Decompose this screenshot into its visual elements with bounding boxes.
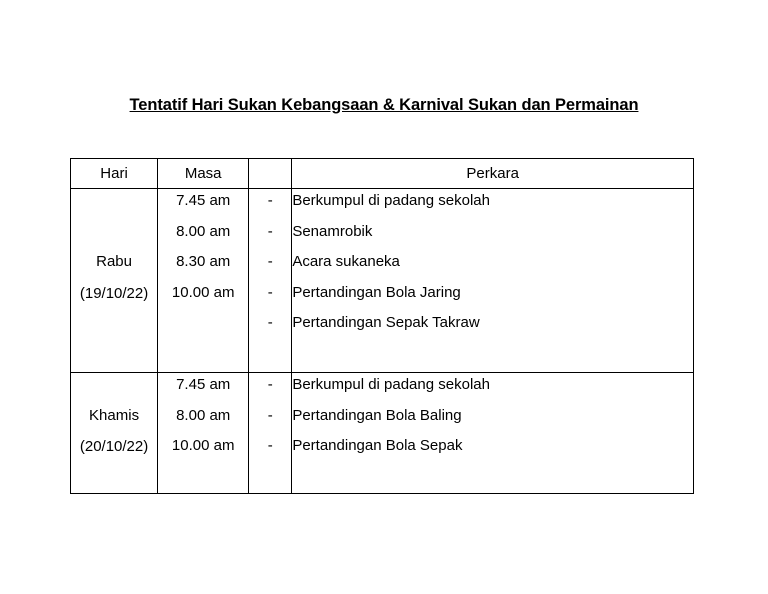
activity-cell (292, 373, 694, 494)
activity-item: Acara sukaneka (292, 253, 400, 270)
time-item: 8.30 am (176, 253, 231, 270)
dash-item: - (267, 253, 273, 270)
day-name: Rabu (96, 253, 132, 270)
time-cell (158, 373, 249, 494)
dash-item: - (267, 376, 273, 393)
time-item: 7.45 am (176, 376, 231, 393)
day-cell (71, 189, 158, 373)
dash-item: - (267, 406, 273, 424)
time-item: 7.45 am (176, 192, 231, 209)
header-dash (249, 159, 292, 189)
dash-cell (249, 189, 292, 373)
time-item: 8.00 am (176, 222, 231, 240)
dash-item: - (267, 283, 273, 301)
time-item: 10.00 am (171, 283, 235, 301)
header-hari: Hari (71, 159, 158, 189)
day-name: Khamis (89, 406, 140, 424)
table-row (71, 373, 694, 494)
activity-item: Berkumpul di padang sekolah (292, 192, 490, 209)
activity-item: Pertandingan Bola Jaring (292, 283, 461, 301)
time-item: 10.00 am (171, 437, 235, 454)
header-masa: Masa (158, 159, 249, 189)
schedule-table (70, 158, 694, 494)
activity-cell (292, 189, 694, 373)
day-cell (71, 373, 158, 494)
day-date: (19/10/22) (79, 284, 149, 302)
dash-cell (249, 373, 292, 494)
dash-item: - (267, 192, 273, 209)
activity-item: Pertandingan Bola Baling (292, 406, 462, 424)
table-header-row (71, 159, 694, 189)
activity-item: Pertandingan Sepak Takraw (292, 314, 480, 331)
time-item: 8.00 am (176, 406, 231, 424)
document-title: Tentatif Hari Sukan Kebangsaan & Karnival Sukan dan Permainan (129, 96, 639, 114)
header-perkara: Perkara (292, 159, 694, 189)
dash-item: - (267, 222, 273, 240)
activity-item: Pertandingan Bola Sepak (292, 437, 463, 454)
time-cell (158, 189, 249, 373)
day-date: (20/10/22) (79, 438, 149, 455)
dash-item: - (267, 314, 273, 331)
dash-item: - (267, 437, 273, 454)
activity-item: Senamrobik (292, 222, 373, 240)
activity-item: Berkumpul di padang sekolah (292, 376, 490, 393)
table-row (71, 189, 694, 373)
